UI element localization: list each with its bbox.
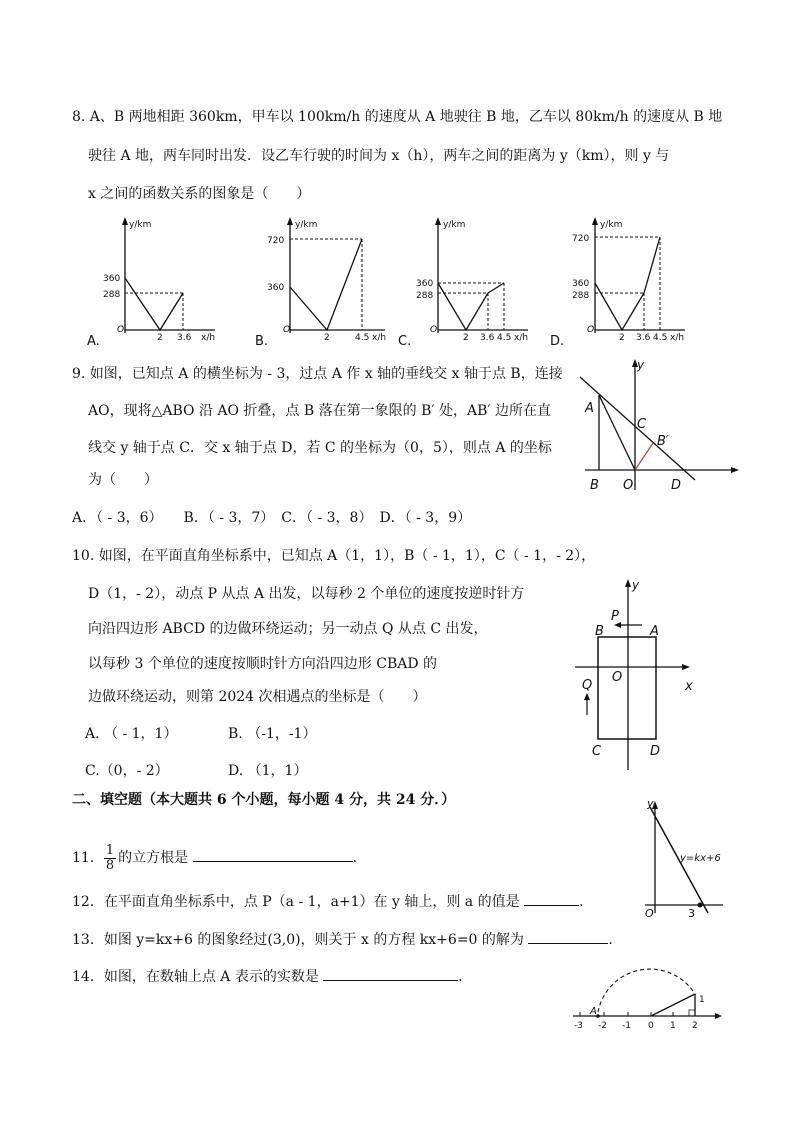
q11-line: [72, 840, 367, 876]
q14-text: 14．如图，在数轴上点 A 表示的实数是: [72, 969, 319, 985]
q14-line: [72, 966, 472, 987]
q8-line2: 驶往 A 地，两车同时出发．设乙车行驶的时间为 x（h），两车之间的距离为 y（km），则 y 与: [88, 148, 670, 164]
q14-point-a: A: [590, 1006, 597, 1017]
q8a-xlabel: x/h: [201, 333, 216, 343]
q8c-origin: O: [430, 325, 438, 335]
q8c-xlabel: x/h: [514, 333, 529, 343]
q8c-ytick-360: 360: [416, 279, 434, 289]
q12-answer-blank[interactable]: [524, 891, 579, 906]
q10-option-b: B. （-1，-1）: [228, 726, 317, 742]
q8b-ylabel: y/km: [295, 220, 318, 230]
q10-point-q: Q: [582, 678, 593, 693]
q8-graph-a: [85, 215, 225, 350]
q8-line1: 8. A、B 两地相距 360km，甲车以 100km/h 的速度从 A 地驶往 B 地，乙车以 80km/h 的速度从 B 地: [72, 109, 723, 125]
q10-figure: [570, 575, 700, 775]
q9-point-b: B: [590, 478, 599, 493]
q13-text: 13．如图 y=kx+6 的图象经过(3,0)，则关于 x 的方程 kx+6=0 的解为: [72, 932, 524, 948]
q10-point-b: B: [595, 624, 604, 639]
q10-option-a: A. （ - 1，1）: [85, 726, 178, 742]
q9-line2: AO，现将△ABO 沿 AO 折叠，点 B 落在第一象限的 B′ 处，AB′ 边所在直: [88, 403, 552, 419]
q8-line3: x 之间的函数关系的图象是（ ）: [88, 186, 311, 202]
q13-origin: O: [645, 907, 654, 920]
q13-figure: [625, 795, 730, 920]
q8b-xlabel: x/h: [372, 333, 387, 343]
q9-figure: [575, 355, 745, 495]
q11-numerator: 1: [105, 842, 115, 858]
q10-y-axis-label: y: [632, 578, 640, 592]
q10-point-a: A: [650, 624, 659, 639]
q9-point-a: A: [585, 401, 594, 416]
q14-height-1: 1: [699, 995, 705, 1005]
q11-number: 11．: [72, 850, 104, 866]
q8d-xtick-3.6: 3.6: [636, 333, 651, 343]
q14-tick-neg1: -1: [622, 1021, 631, 1031]
q10-x-axis-label: x: [685, 679, 693, 694]
q8a-option: A.: [87, 334, 100, 349]
q8a-ytick-360: 360: [103, 274, 121, 284]
q10-point-c: C: [592, 744, 602, 759]
q12-line: [72, 891, 593, 912]
q14-tick-neg2: -2: [598, 1021, 607, 1031]
q8-graph-b: [255, 215, 395, 350]
q8d-ylabel: y/km: [600, 220, 623, 230]
q8b-xtick-2: 2: [324, 333, 330, 343]
q8-graph-c: [398, 215, 538, 350]
q8a-ytick-288: 288: [103, 290, 121, 300]
q10-line1: 10. 如图，在平面直角坐标系中，已知点 A（1，1），B（ - 1，1），C（ - 1，- 2），: [72, 548, 596, 564]
q9-point-b-prime: B′: [657, 434, 669, 449]
q10-option-c: C.（0，- 2）: [85, 763, 169, 779]
q11-denominator: 8: [105, 857, 115, 873]
q13-equation-label: y=kx+6: [680, 853, 721, 864]
q9-y-axis-label: y: [637, 358, 645, 372]
q13-end: ．: [608, 932, 623, 948]
q12-end: ．: [579, 894, 594, 910]
q10-option-d: D. （1，1）: [228, 763, 308, 779]
q9-options: A．（ - 3，6） B．（ - 3，7） C．（ - 3，8） D．（ - 3，9）: [72, 510, 472, 526]
q8c-ylabel: y/km: [443, 220, 466, 230]
q9-point-d: D: [671, 478, 682, 493]
q12-text: 12．在平面直角坐标系中，点 P（a - 1，a+1）在 y 轴上，则 a 的值是: [72, 894, 520, 910]
q8c-xtick-4.5: 4.5: [497, 333, 512, 343]
q11-text: 的立方根是: [118, 850, 189, 866]
q14-tick-0: 0: [648, 1021, 654, 1031]
q10-line2: D（1，- 2），动点 P 从点 A 出发，以每秒 2 个单位的速度按逆时针方: [88, 586, 525, 602]
q8b-ytick-360: 360: [267, 283, 285, 293]
q8c-xtick-3.6: 3.6: [480, 333, 495, 343]
q9-point-o: O: [623, 478, 634, 493]
q8d-ytick-720: 720: [572, 234, 590, 244]
q8b-ytick-720: 720: [267, 236, 285, 246]
q14-figure: [568, 950, 728, 1035]
q9-line1: 9. 如图，已知点 A 的横坐标为 - 3，过点 A 作 x 轴的垂线交 x 轴于点 B，连接: [72, 366, 563, 382]
q13-x-tick-3: 3: [688, 907, 695, 920]
q8d-origin: O: [587, 325, 595, 335]
q11-answer-blank[interactable]: [193, 847, 353, 862]
q11-fraction: [104, 844, 116, 873]
q8b-option: B.: [255, 334, 269, 349]
q14-tick-neg3: -3: [574, 1021, 583, 1031]
q8a-ylabel: y/km: [129, 220, 152, 230]
q8c-xtick-2: 2: [463, 333, 469, 343]
q14-end: ．: [458, 969, 473, 985]
q8d-xtick-4.5: 4.5: [653, 333, 668, 343]
q14-answer-blank[interactable]: [323, 966, 458, 981]
q10-line5: 边做环绕运动，则第 2024 次相遇点的坐标是（ ）: [88, 689, 427, 705]
q14-tick-2: 2: [692, 1021, 698, 1031]
q8c-option: C.: [398, 334, 412, 349]
q8a-xtick-2: 2: [157, 333, 163, 343]
q10-origin: O: [612, 670, 623, 685]
q8d-ytick-288: 288: [572, 291, 590, 301]
q8b-origin: O: [283, 325, 291, 335]
q13-line: [72, 929, 622, 950]
q9-line3: 线交 y 轴于点 C．交 x 轴于点 D，若 C 的坐标为（0，5），则点 A 的坐标: [88, 440, 552, 456]
q8a-origin: O: [117, 325, 125, 335]
q8-graph-d: [550, 215, 700, 350]
q8d-xlabel: x/h: [670, 333, 685, 343]
q8b-xtick-4.5: 4.5: [355, 333, 370, 343]
q9-line4: 为（ ）: [88, 472, 158, 488]
q10-point-p: P: [611, 609, 619, 624]
q10-point-d: D: [650, 744, 661, 759]
q13-y-axis-label: y: [647, 797, 654, 810]
q14-tick-1: 1: [670, 1021, 676, 1031]
q9-point-c: C: [637, 417, 647, 432]
q13-answer-blank[interactable]: [528, 929, 608, 944]
q10-line3: 向沿四边形 ABCD 的边做环绕运动；另一动点 Q 从点 C 出发，: [88, 621, 488, 637]
q8d-ytick-360: 360: [572, 279, 590, 289]
q8a-xtick-3.6: 3.6: [177, 333, 192, 343]
q8d-xtick-2: 2: [619, 333, 625, 343]
q8c-ytick-288: 288: [416, 291, 434, 301]
q11-end: ．: [352, 850, 367, 866]
q8d-option: D.: [550, 334, 565, 349]
section-2-title: 二、填空题（本大题共 6 个小题，每小题 4 分，共 24 分．）: [72, 792, 456, 808]
q10-line4: 以每秒 3 个单位的速度按顺时针方向沿四边形 CBAD 的: [88, 656, 438, 672]
